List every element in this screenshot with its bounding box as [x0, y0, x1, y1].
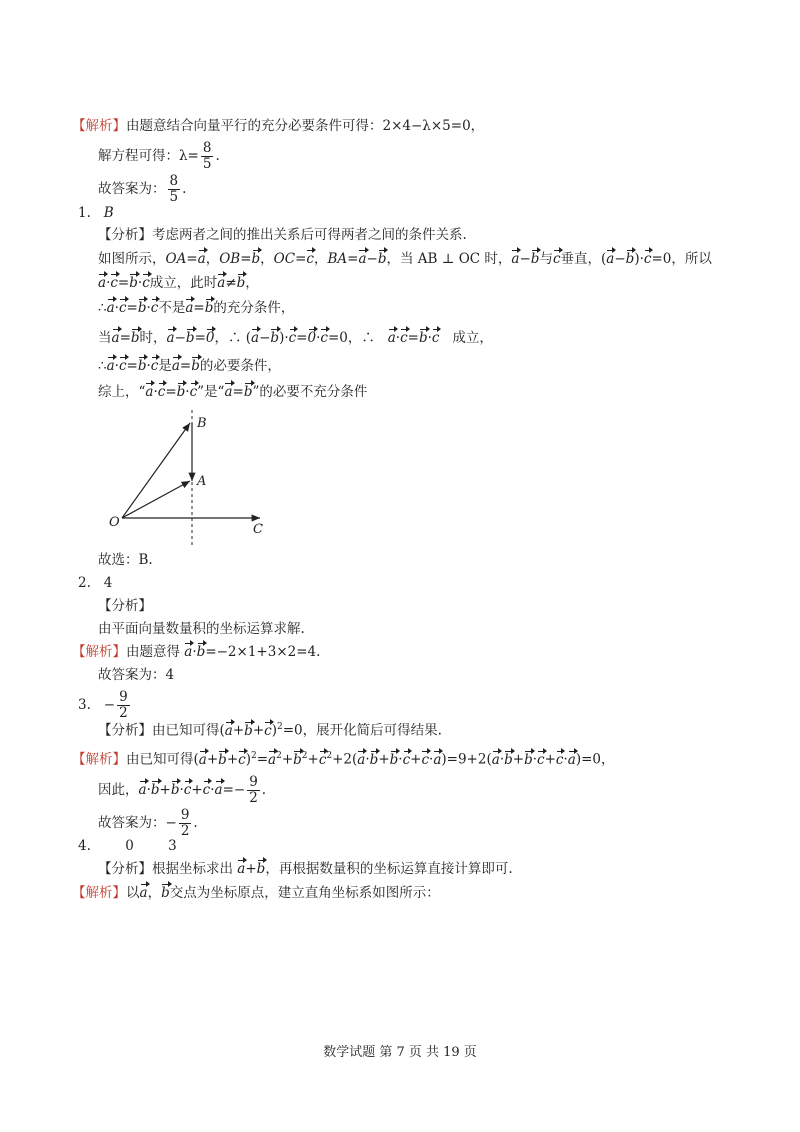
- question-3-answer: 3. − $\frac{9}{2}$: [78, 689, 128, 721]
- question-4-answer: 4. 0 3: [78, 838, 177, 854]
- solution-line: 如图所示，OA=a，OB=b，OC=c，BA=a−b，当 AB ⊥ OC 时，a−b与c垂直，(a−b)·c=0，所以: [98, 251, 712, 267]
- solution-line: 综上，“a·c=b·c”是“a=b”的必要不充分条件: [98, 384, 368, 400]
- solution-line: ∴a·c=b·c不是a=b的充分条件，: [98, 300, 295, 316]
- solution-line: a·c=b·c成立，此时a≠b，: [98, 275, 259, 291]
- vector-oa: [122, 481, 190, 518]
- question-1-answer: 1. B: [78, 205, 114, 221]
- fraction: $\frac{8}{5}$: [202, 140, 212, 172]
- solution-line: 【解析】由已知可得$(a+b+c)^2=a^2+b^2+c^2+2(a\cdot b+b\cdot c+c\cdot a)=9+2(a\cdot b+b\cdot c+c\cdot a)=0$，: [72, 751, 615, 768]
- solution-line: 当a=b时，a−b=0，∴ (a−b)·c=0·c=0，∴ a·c=b·c 成立，: [98, 330, 493, 346]
- analysis-line: 【分析】由已知可得$(a+b+c)^2=0$，展开化简后可得结果.: [98, 722, 442, 739]
- vector-figure: [100, 405, 280, 555]
- page-footer: 数学试题 第 7 页 共 19 页: [323, 1045, 477, 1060]
- label-c: C: [253, 522, 263, 537]
- question-2-answer: 2. 4: [78, 575, 113, 591]
- jiexi-tag: 【解析】: [72, 118, 126, 134]
- solution-line: ∴a·c=b·c是a=b的必要条件，: [98, 358, 281, 374]
- analysis-tag-line: 【分析】: [98, 598, 152, 614]
- solution-line: 解方程可得：λ= $\frac{8}{5}$ .: [98, 140, 220, 172]
- fraction: $\frac{8}{5}$: [169, 173, 179, 205]
- solution-line: 【解析】以a，b交点为坐标原点，建立直角坐标系如图所示：: [72, 885, 440, 901]
- label-a: A: [197, 474, 207, 489]
- analysis-line: 【分析】考虑两者之间的推出关系后可得两者之间的条件关系.: [98, 227, 467, 243]
- answer-line: 故答案为： $\frac{8}{5}$ .: [98, 173, 187, 205]
- solution-line: 因此，a·b+b·c+c·a=− $\frac{9}{2}$ .: [98, 774, 267, 806]
- solution-line: 【解析】由题意结合向量平行的充分必要条件可得：2×4−λ×5=0，: [72, 118, 485, 134]
- analysis-line: 【分析】根据坐标求出 a+b，再根据数量积的坐标运算直接计算即可.: [98, 861, 513, 877]
- answer-line: 故答案为：− $\frac{9}{2}$ .: [98, 807, 198, 839]
- label-o: O: [109, 515, 120, 530]
- answer-line: 故答案为：4: [98, 667, 175, 683]
- analysis-line: 由平面向量数量积的坐标运算求解.: [98, 621, 305, 637]
- vector-ob: [122, 423, 190, 518]
- solution-line: 【解析】由题意得 a·b=−2×1+3×2=4.: [72, 644, 321, 660]
- select-line: 故选：B.: [98, 552, 153, 568]
- label-b: B: [197, 416, 207, 431]
